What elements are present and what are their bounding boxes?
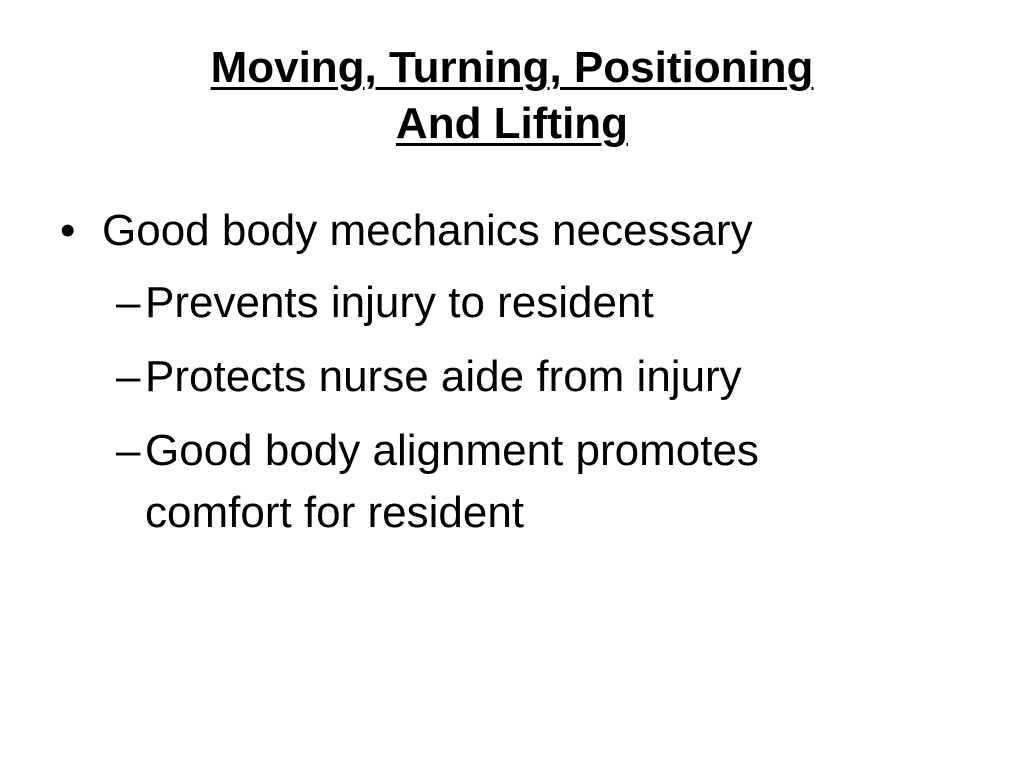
bullet-text: Good body mechanics necessary [102, 206, 753, 255]
bullet-list [60, 200, 960, 556]
sub-bullet-list [60, 272, 960, 544]
dash-marker: – [116, 352, 141, 401]
sub-bullet-item [60, 272, 960, 334]
title-line-2: And Lifting [395, 99, 629, 148]
bullet-marker: • [60, 206, 76, 255]
sub-bullet-text: Protects nurse aide from injury [145, 352, 742, 401]
bullet-item [60, 200, 960, 262]
sub-bullet-item [60, 420, 960, 544]
sub-bullet-text: Prevents injury to resident [145, 278, 654, 327]
sub-bullet-item [60, 346, 960, 408]
title-line-1: Moving, Turning, Positioning [210, 43, 814, 92]
sub-bullet-text: Good body alignment promotes comfort for resident [145, 426, 759, 537]
sub-bullet-group [60, 272, 960, 544]
slide-title [0, 40, 1024, 152]
dash-marker: – [116, 278, 141, 327]
dash-marker: – [116, 426, 141, 475]
